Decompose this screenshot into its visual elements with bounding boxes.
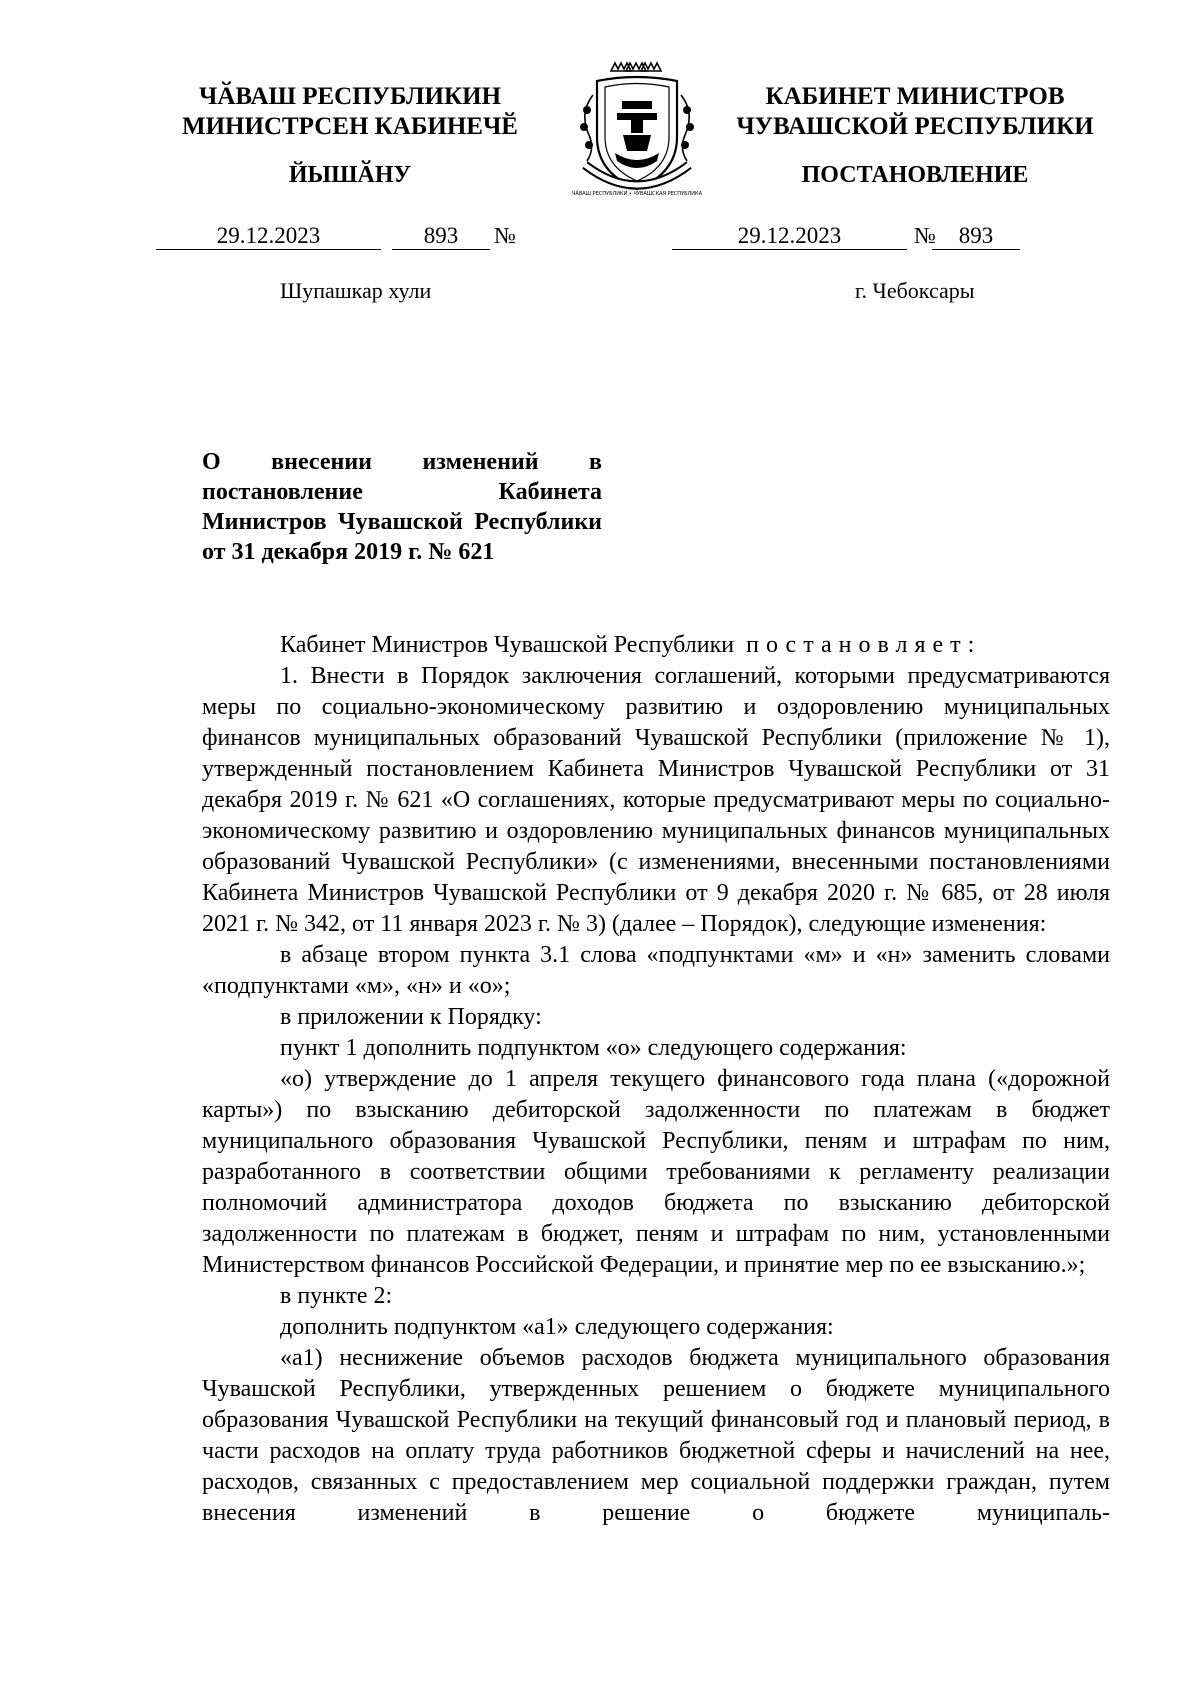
coat-of-arms-emblem	[567, 55, 707, 203]
body-paragraph: «а1) неснижение объемов расходов бюджета муниципального образования Чувашской Республики, утвержденных решением о бюджете муниципального образования Чувашской Республики на текущий финансовый год и плановый период, в части расходов на оплату труда работников бюджетной сферы и начислений на нее, расходов, связанных с предоставлением мер социальной поддержки граждан, путем внесения изменений в решение о бюджете муниципаль-	[202, 1345, 1110, 1526]
header-left-title	[170, 82, 530, 142]
act-type-left: ЙЫШӐНУ	[288, 162, 412, 188]
city-right: г. Чебоксары	[855, 278, 975, 303]
city-left: Шупашкар хули	[280, 278, 432, 303]
body-paragraph: в приложении к Порядку:	[280, 1004, 542, 1030]
crest-caption: ЧӐВАШ РЕСПУБЛИКИ • ЧУВАШСКАЯ РЕСПУБЛИКА	[571, 191, 703, 197]
number-sign-left: №	[494, 223, 516, 248]
intro-text: Кабинет Министров Чувашской Республики	[280, 632, 735, 658]
body-paragraph: в абзаце втором пункта 3.1 слова «подпунктами «м» и «н» заменить словами «подпунктами «м», «н» и «о»;	[202, 942, 1110, 999]
number-sign-right: №	[914, 223, 936, 248]
body-paragraph: в пункте 2:	[280, 1283, 393, 1309]
body-paragraph: 1. Внести в Порядок заключения соглашений, которыми предусматриваются меры по социально-экономическому развитию и оздоровлению муниципальных финансов муниципальных образований Чувашской Республики (приложение № 1), утвержденный постановлением Кабинета Министров Чувашской Республики от 31 декабря 2019 г. № 621 «О соглашениях, которые предусматривают меры по социально-экономическому развитию и оздоровлению муниципальных финансов муниципальных образований Чувашской Республики» (с изменениями, внесенными постановлениями Кабинета Министров Чувашской Республики от 9 декабря 2020 г. № 685, от 28 июля 2021 г. № 342, от 11 января 2023 г. № 3) (далее – Порядок), следующие изменения:	[202, 663, 1110, 937]
header-left-line1: ЧӐВАШ РЕСПУБЛИКИН	[198, 83, 502, 110]
number-left: 893	[392, 222, 490, 250]
date-left: 29.12.2023	[156, 222, 381, 250]
number-right: 893	[932, 222, 1020, 250]
header-right-title	[720, 82, 1110, 142]
body-paragraph: «о) утверждение до 1 апреля текущего финансового года плана («дорожной карты») по взысканию дебиторской задолженности по платежам в бюджет муниципального образования Чувашской Республики, пеням и штрафам по ним, разработанного в соответствии общими требованиями к регламенту реализации полномочий администратора доходов бюджета по взысканию дебиторской задолженности по платежам в бюджет, пеням и штрафам по ним, установленными Министерством финансов Российской Федерации, и принятие мер по ее взысканию.»;	[202, 1066, 1110, 1278]
header-right-line2: ЧУВАШСКОЙ РЕСПУБЛИКИ	[736, 113, 1094, 140]
document-title: О внесении изменений в постановление Кабинета Министров Чувашской Республики от 31 декабря 2019 г. № 621	[202, 449, 602, 565]
intro-verb: постановляет:	[746, 632, 982, 658]
intro-paragraph	[202, 630, 1110, 661]
date-right: 29.12.2023	[672, 222, 907, 250]
act-type-right: ПОСТАНОВЛЕНИЕ	[801, 162, 1029, 188]
header-left-line2: МИНИСТРСЕН КАБИНЕЧӖ	[182, 113, 518, 140]
header-right-line1: КАБИНЕТ МИНИСТРОВ	[765, 83, 1065, 110]
document-body	[202, 630, 1110, 1529]
body-paragraph: дополнить подпунктом «а1» следующего содержания:	[280, 1314, 834, 1340]
body-paragraph: пункт 1 дополнить подпунктом «о» следующего содержания:	[280, 1035, 907, 1061]
